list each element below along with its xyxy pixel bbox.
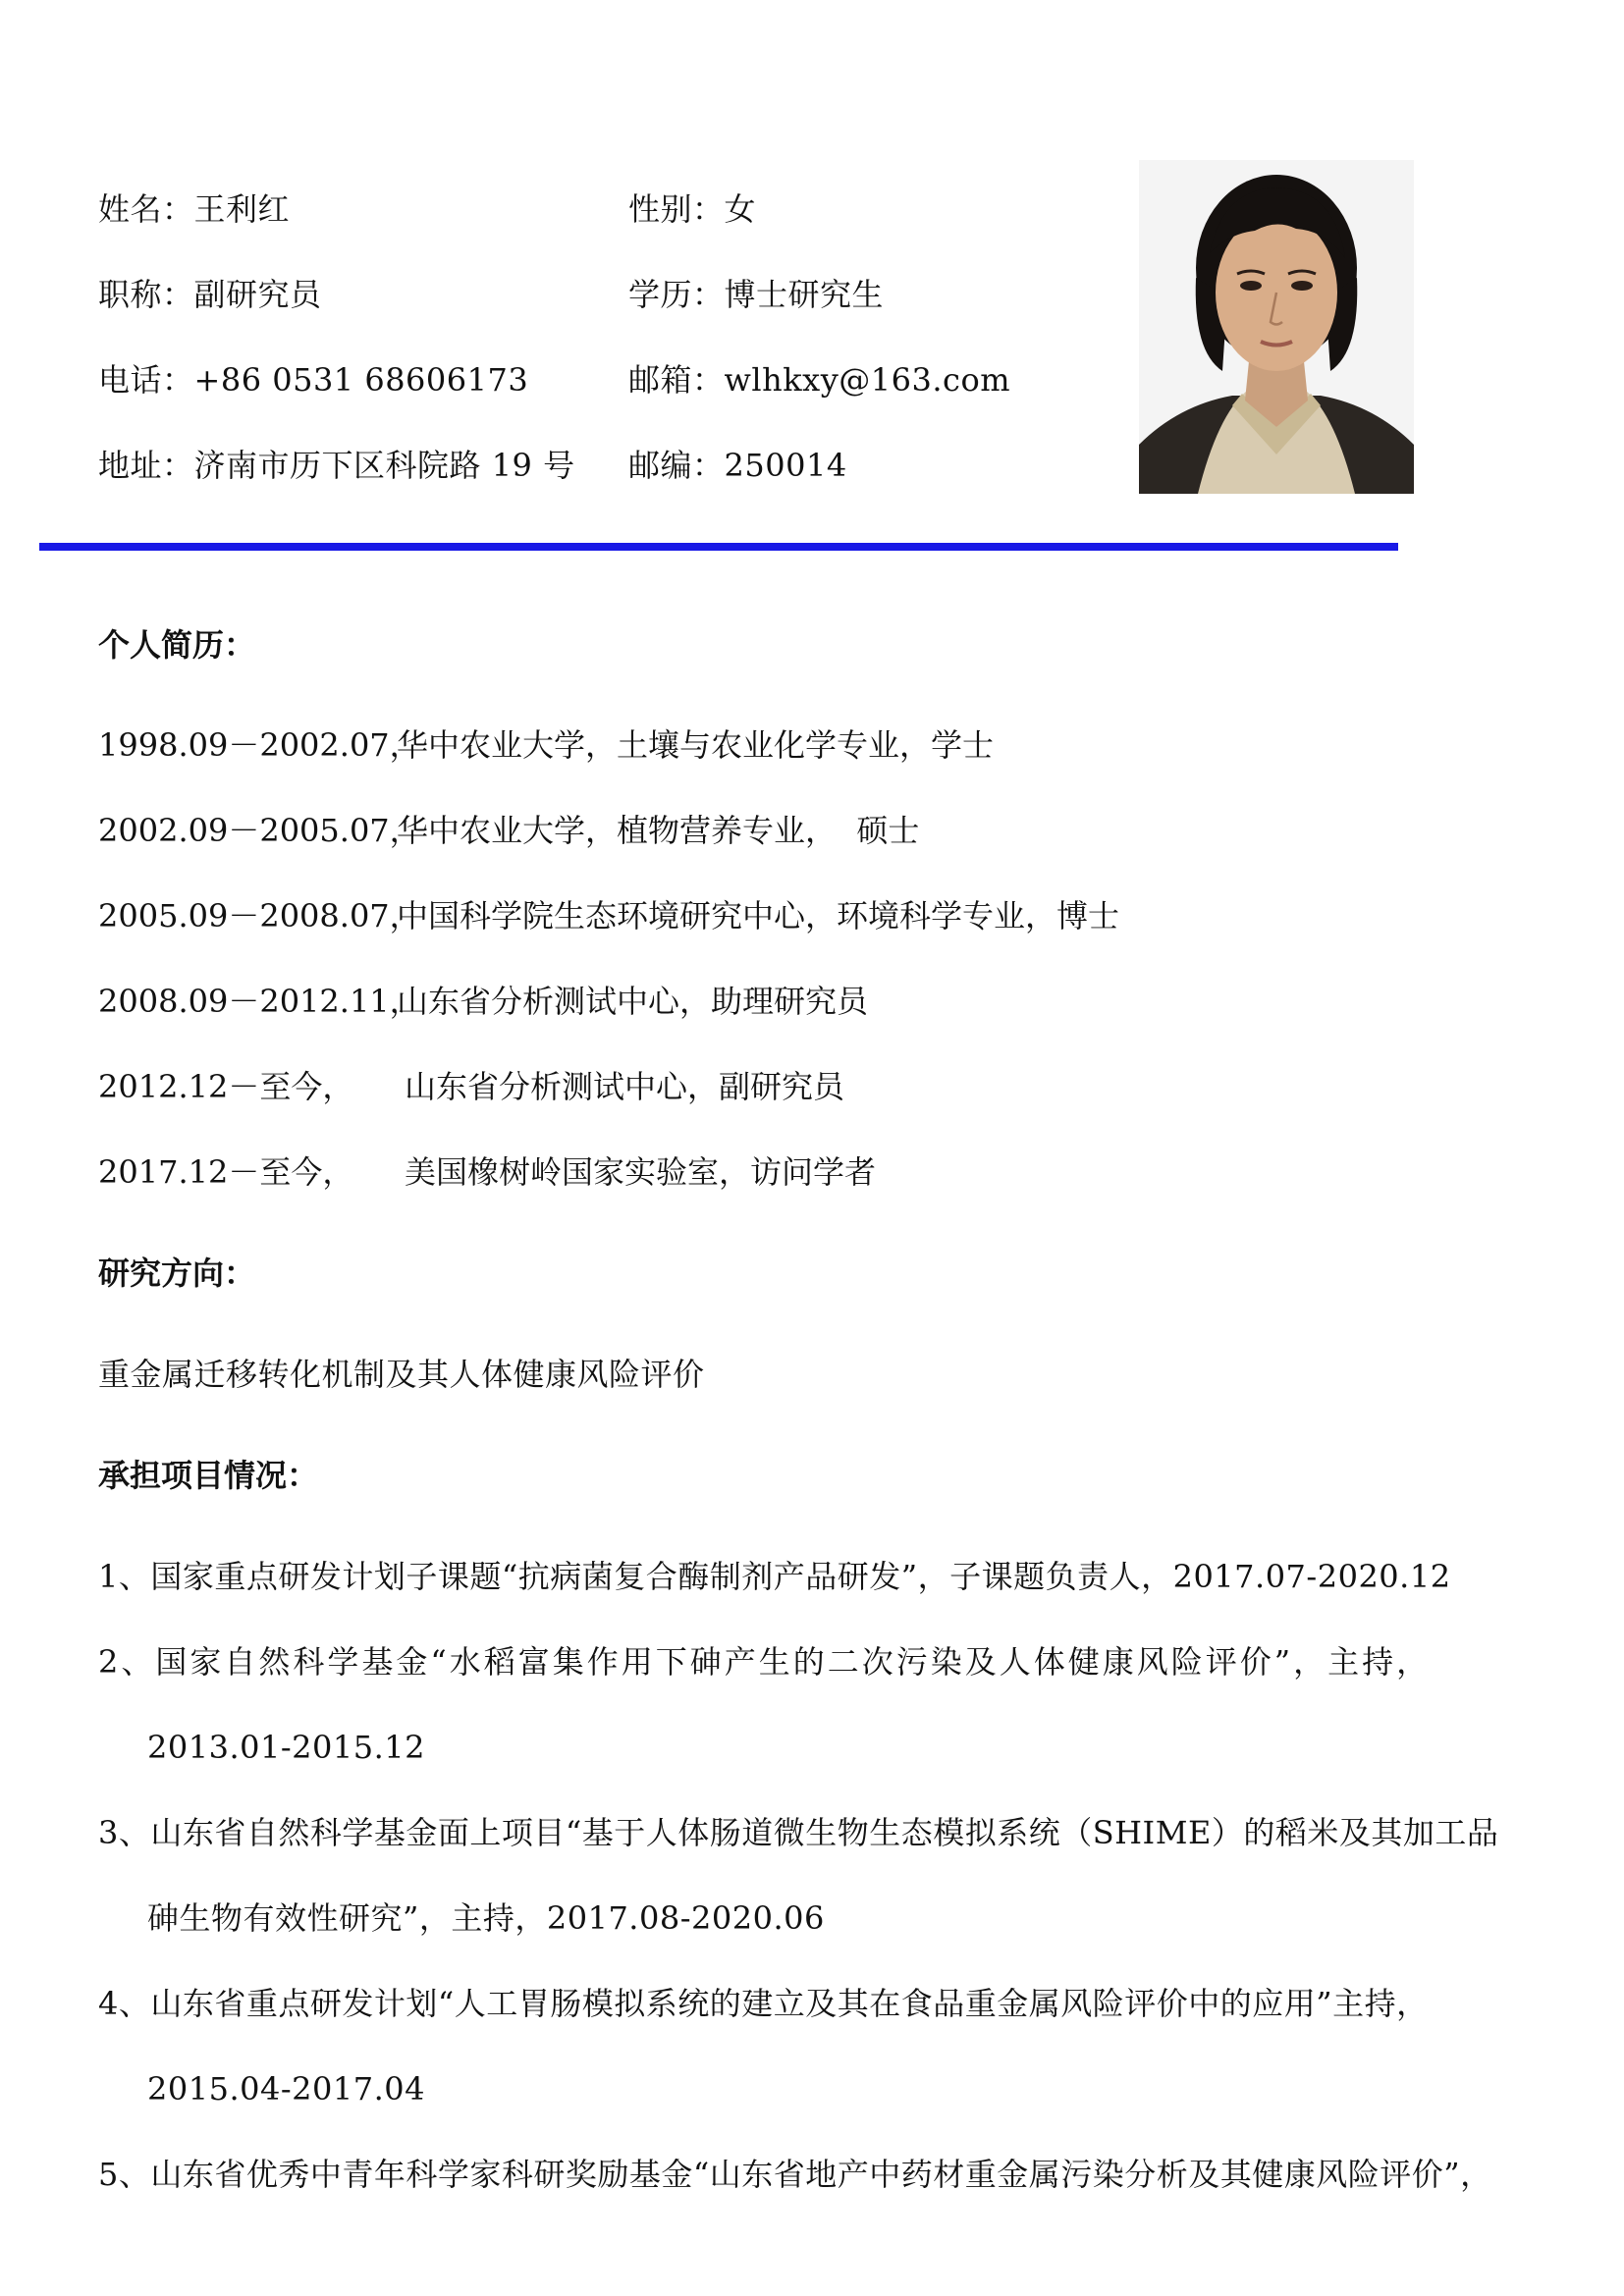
resume-detail: 山东省分析测试中心，副研究员	[405, 1068, 845, 1105]
project-item: 3、山东省自然科学基金面上项目“基于人体肠道微生物生态模拟系统（SHIME）的稻米及其加工品	[98, 1814, 1499, 1851]
resume-period: 2012.12－至今，	[98, 1068, 354, 1105]
resume-period: 2002.09－2005.07，	[98, 812, 421, 849]
postcode-row	[628, 446, 847, 485]
phone-value: +86 0531 68606173	[193, 361, 529, 399]
project-item-continuation: 2015.04-2017.04	[147, 2070, 425, 2108]
phone-label: 电话：	[98, 361, 194, 399]
resume-detail: 美国橡树岭国家实验室，访问学者	[405, 1153, 877, 1191]
title-label: 职称：	[98, 276, 194, 313]
project-item-continuation: 砷生物有效性研究”，主持，2017.08-2020.06	[147, 1899, 825, 1937]
resume-detail: 中国科学院生态环境研究中心，环境科学专业，博士	[397, 897, 1120, 934]
gender-label: 性别：	[628, 190, 725, 228]
phone-row	[98, 360, 528, 400]
name-row	[98, 189, 290, 229]
header-divider	[39, 543, 1398, 551]
postcode-label: 邮编：	[628, 447, 725, 484]
research-heading: 研究方向：	[98, 1255, 256, 1292]
gender-row	[628, 189, 756, 229]
email-row	[628, 360, 1010, 400]
email-label: 邮箱：	[628, 361, 725, 399]
project-item: 2、国家自然科学基金“水稻富集作用下砷产生的二次污染及人体健康风险评价”，主持，	[98, 1643, 1432, 1681]
resume-period: 2005.09－2008.07，	[98, 897, 421, 934]
portrait-photo	[1139, 160, 1414, 494]
address-label: 地址：	[98, 447, 194, 484]
resume-period: 2008.09－2012.11，	[98, 983, 421, 1020]
project-item: 5、山东省优秀中青年科学家科研奖励基金“山东省地产中药材重金属污染分析及其健康风险评价”，	[98, 2156, 1492, 2193]
email-value: wlhkxy@163.com	[724, 361, 1011, 399]
name-value: 王利红	[193, 190, 291, 228]
project-item-continuation: 2013.01-2015.12	[147, 1729, 425, 1766]
name-label: 姓名：	[98, 190, 194, 228]
education-label: 学历：	[628, 276, 725, 313]
gender-value: 女	[724, 190, 757, 228]
resume-period: 1998.09－2002.07，	[98, 726, 421, 764]
address-row	[98, 446, 575, 485]
address-value: 济南市历下区科院路 19 号	[193, 447, 575, 484]
resume-detail: 山东省分析测试中心，助理研究员	[397, 983, 869, 1020]
research-text: 重金属迁移转化机制及其人体健康风险评价	[98, 1356, 705, 1393]
title-row	[98, 275, 322, 314]
resume-heading: 个人简历：	[98, 626, 256, 664]
title-value: 副研究员	[193, 276, 322, 313]
resume-detail: 华中农业大学，植物营养专业， 硕士	[397, 812, 920, 849]
resume-period: 2017.12－至今，	[98, 1153, 354, 1191]
portrait-icon	[1139, 160, 1414, 494]
resume-detail: 华中农业大学，土壤与农业化学专业，学士	[397, 726, 995, 764]
education-row	[628, 275, 884, 314]
education-value: 博士研究生	[724, 276, 885, 313]
project-item: 1、国家重点研发计划子课题“抗病菌复合酶制剂产品研发”，子课题负责人，2017.07-2020.12	[98, 1558, 1451, 1595]
postcode-value: 250014	[724, 447, 847, 484]
projects-heading: 承担项目情况：	[98, 1457, 319, 1494]
project-item: 4、山东省重点研发计划“人工胃肠模拟系统的建立及其在食品重金属风险评价中的应用”主持，	[98, 1985, 1429, 2022]
